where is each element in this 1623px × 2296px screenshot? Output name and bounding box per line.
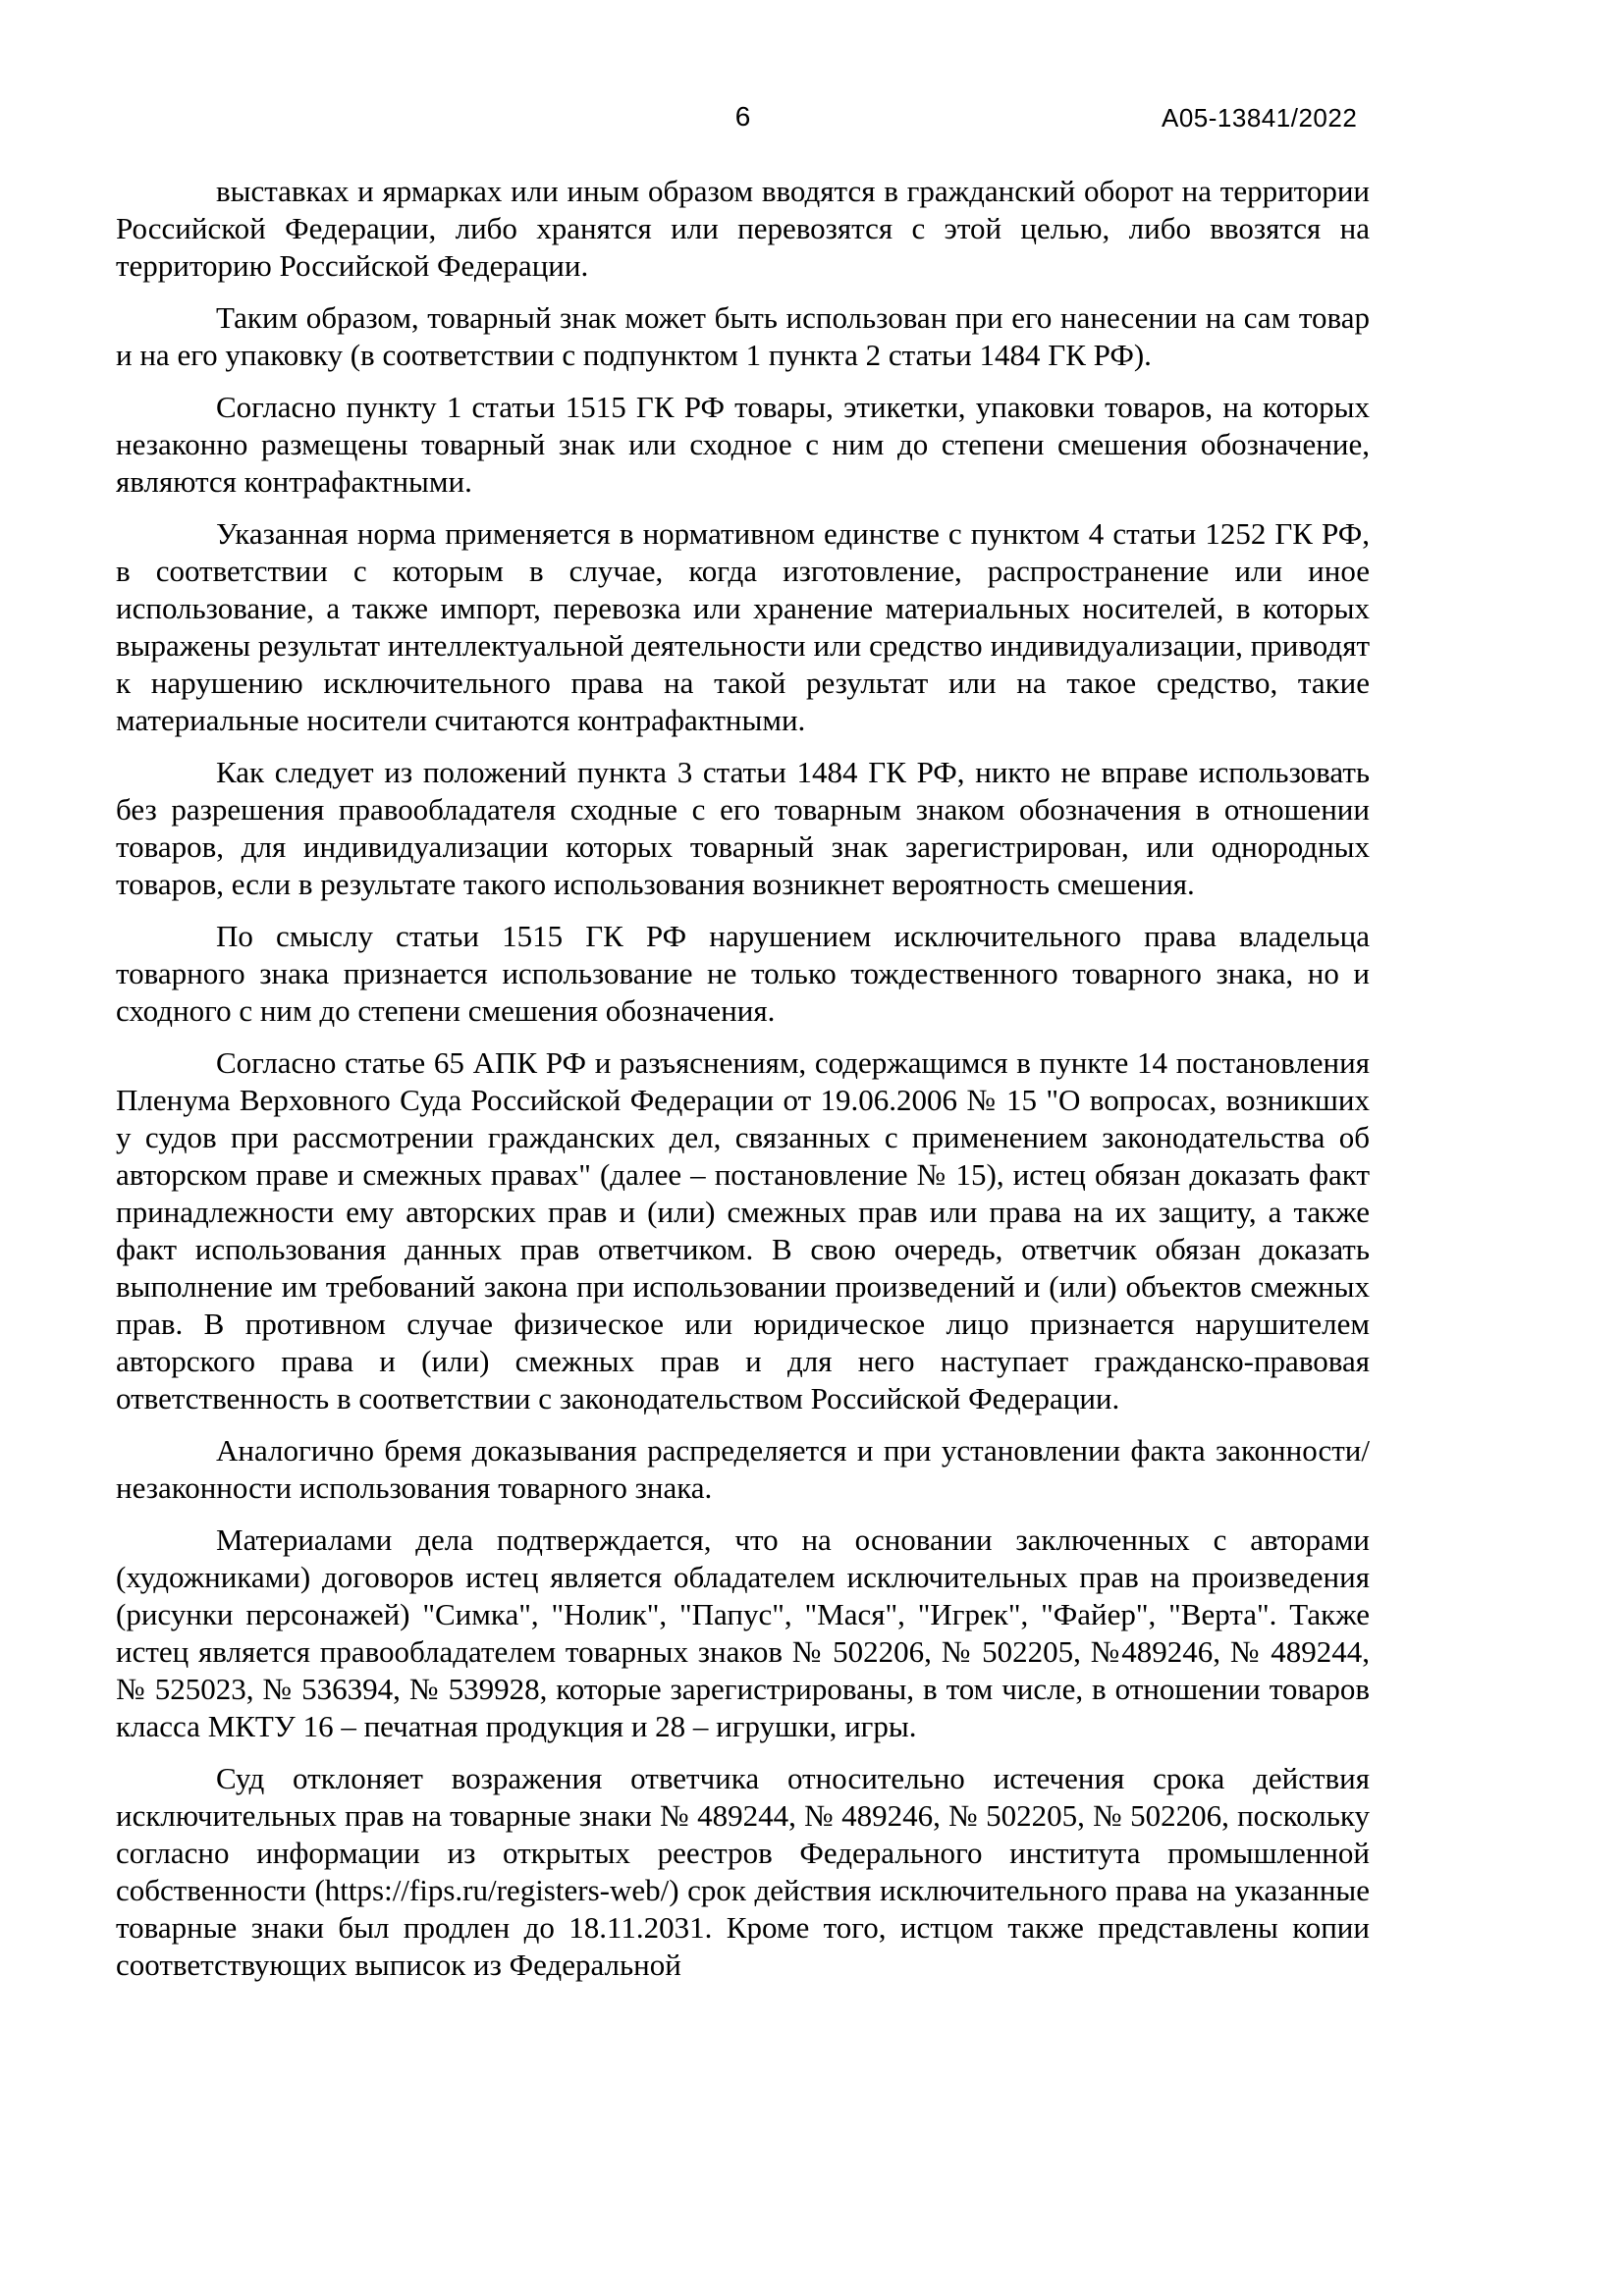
paragraph: Суд отклоняет возражения ответчика относительно истечения срока действия исключительных прав на товарные знаки № 489244, № 489246, № 502205, № 502206, поскольку согласно информации из открытых реестров Федерального института промышленной собственности (https://fips.ru/registers-web/) срок действия исключительного права на указанные товарные знаки был продлен до 18.11.2031. Кроме того, истцом также представлены копии соответствующих выписок из Федеральной <box>116 1761 1370 1982</box>
paragraph: Аналогично бремя доказывания распределяется и при установлении факта законности/незаконности использования товарного знака. <box>116 1433 1370 1505</box>
paragraph: Материалами дела подтверждается, что на основании заключенных с авторами (художниками) договоров истец является обладателем исключительных прав на произведения (рисунки персонажей) "Симка", "Нолик", "Папус", "Мася", "Игрек", "Файер", "Верта". Также истец является правообладателем товарных знаков № 502206, № 502205, №489246, № 489244, № 525023, № 536394, № 539928, которые зарегистрированы, в том числе, в отношении товаров класса МКТУ 16 – печатная продукция и 28 – игрушки, игры. <box>116 1522 1370 1743</box>
paragraph: По смыслу статьи 1515 ГК РФ нарушением исключительного права владельца товарного знака признается использование не только тождественного товарного знака, но и сходного с ним до степени смешения обозначения. <box>116 919 1370 1028</box>
paragraph: выставках и ярмарках или иным образом вводятся в гражданский оборот на территории Российской Федерации, либо хранятся или перевозятся с этой целью, либо ввозятся на территорию Российской Федерации. <box>116 174 1370 283</box>
paragraph: Как следует из положений пункта 3 статьи 1484 ГК РФ, никто не вправе использовать без разрешения правообладателя сходные с его товарным знаком обозначения в отношении товаров, для индивидуализации которых товарный знак зарегистрирован, или однородных товаров, если в результате такого использования возникнет вероятность смешения. <box>116 755 1370 901</box>
case-number: А05-13841/2022 <box>1162 103 1358 133</box>
paragraph: Согласно пункту 1 статьи 1515 ГК РФ товары, этикетки, упаковки товаров, на которых незаконно размещены товарный знак или сходное с ним до степени смешения обозначение, являются контрафактными. <box>116 390 1370 499</box>
page-number: 6 <box>734 101 751 132</box>
paragraph: Согласно статье 65 АПК РФ и разъяснениям, содержащимся в пункте 14 постановления Пленума Верховного Суда Российской Федерации от 19.06.2006 № 15 "О вопросах, возникших у судов при рассмотрении гражданских дел, связанных с применением законодательства об авторском праве и смежных правах" (далее – постановление № 15), истец обязан доказать факт принадлежности ему авторских прав и (или) смежных прав или права на их защиту, а также факт использования данных прав ответчиком. В свою очередь, ответчик обязан доказать выполнение им требований закона при использовании произведений и (или) объектов смежных прав. В противном случае физическое или юридическое лицо признается нарушителем авторского права и (или) смежных прав и для него наступает гражданско-правовая ответственность в соответствии с законодательством Российской Федерации. <box>116 1045 1370 1415</box>
paragraph: Таким образом, товарный знак может быть использован при его нанесении на сам товар и на его упаковку (в соответствии с подпунктом 1 пункта 2 статьи 1484 ГК РФ). <box>116 300 1370 372</box>
paragraph: Указанная норма применяется в нормативном единстве с пунктом 4 статьи 1252 ГК РФ, в соответствии с которым в случае, когда изготовление, распространение или иное использование, а также импорт, перевозка или хранение материальных носителей, в которых выражены результат интеллектуальной деятельности или средство индивидуализации, приводят к нарушению исключительного права на такой результат или на такое средство, такие материальные носители считаются контрафактными. <box>116 516 1370 737</box>
document-body <box>116 173 1370 1999</box>
